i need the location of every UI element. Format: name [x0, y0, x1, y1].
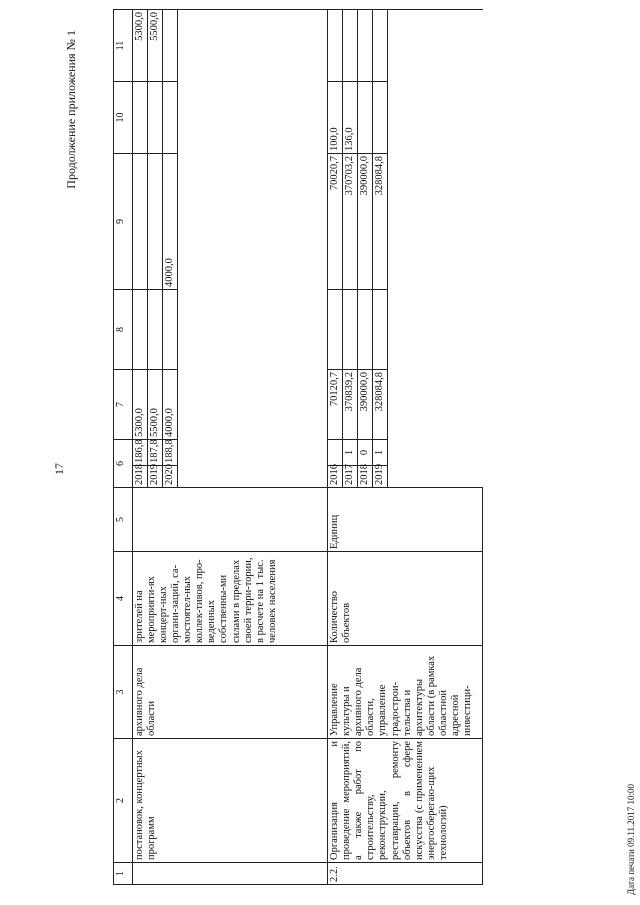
total-cell: 328084,8 [373, 370, 388, 440]
executor-cell: архивного дела области [133, 646, 328, 739]
table-row [133, 10, 148, 885]
funding-cell: 5500,0 [148, 10, 163, 82]
year-cell: 2019 [373, 466, 388, 488]
indicator-value-cell [328, 440, 343, 466]
indicator-cell: зрителей на мероприяти-ях концерт-ных органи-заций, са-мостоятел-ных коллек-тивов, про-веденных собственны-ми силами в пределах своей терри-тории, в расчете на 1 тыс. человек населения [133, 552, 328, 646]
year-cell: 2017 [343, 466, 358, 488]
print-date: Дата печати 09.11.2017 10:00 [626, 784, 636, 895]
year-cell: 2018 [133, 466, 148, 488]
event-name-cell: Организация и проведение мероприятий, а также работ по строительству, реконструкции, реставрации, ремонту объектов в сфере искусства (с применением энергосберегаю-щих технологий) [328, 739, 483, 863]
col-number: 5 [114, 488, 133, 552]
total-cell: 5300,0 [133, 370, 148, 440]
funding-cell: 70020,7 [328, 154, 343, 290]
col-number: 7 [114, 370, 133, 440]
col-number: 10 [114, 82, 133, 154]
program-table [113, 9, 483, 885]
total-cell: 4000,0 [163, 370, 178, 440]
col-number: 4 [114, 552, 133, 646]
column-number-row [114, 10, 133, 885]
table-row [328, 10, 343, 885]
event-name-cell: постановок, концертных программ [133, 739, 328, 863]
indicator-cell: Количество объектов [328, 552, 483, 646]
funding-cell: 4000,0 [163, 154, 178, 290]
col-number: 11 [114, 10, 133, 82]
unit-cell: Единиц [328, 488, 483, 552]
indicator-value-cell: 0 [358, 440, 373, 466]
col-number: 9 [114, 154, 133, 290]
funding-cell: 136,0 [343, 82, 358, 154]
col-number: 3 [114, 646, 133, 739]
year-cell: 2018 [358, 466, 373, 488]
funding-cell: 100,0 [328, 82, 343, 154]
page-caption: Продолжение приложения № 1 [64, 30, 78, 189]
total-cell: 70120,7 [328, 370, 343, 440]
funding-cell: 5300,0 [133, 10, 148, 82]
funding-cell: 390000,0 [358, 154, 373, 290]
funding-cell: 370703,2 [343, 154, 358, 290]
indicator-value-cell: 188,8 [163, 440, 178, 466]
executor-cell: Управление культуры и архивного дела области, управление градострои-тельства и архитектуры области (в рамках областной адресной инвестици- [328, 646, 483, 739]
year-cell: 2020 [163, 466, 178, 488]
page-number: 17 [52, 463, 66, 475]
col-number: 6 [114, 440, 133, 488]
col-number: 8 [114, 290, 133, 370]
row-number-cell: 2.2. [328, 863, 483, 885]
total-cell: 370839,2 [343, 370, 358, 440]
indicator-value-cell: 1 [343, 440, 358, 466]
year-cell: 2019 [148, 466, 163, 488]
indicator-value-cell: 1 [373, 440, 388, 466]
total-cell: 5500,0 [148, 370, 163, 440]
indicator-value-cell: 187,8 [148, 440, 163, 466]
total-cell: 390000,0 [358, 370, 373, 440]
indicator-value-cell: 186,8 [133, 440, 148, 466]
col-number: 1 [114, 863, 133, 885]
year-cell: 2016 [328, 466, 343, 488]
funding-cell: 328084,8 [373, 154, 388, 290]
col-number: 2 [114, 739, 133, 863]
